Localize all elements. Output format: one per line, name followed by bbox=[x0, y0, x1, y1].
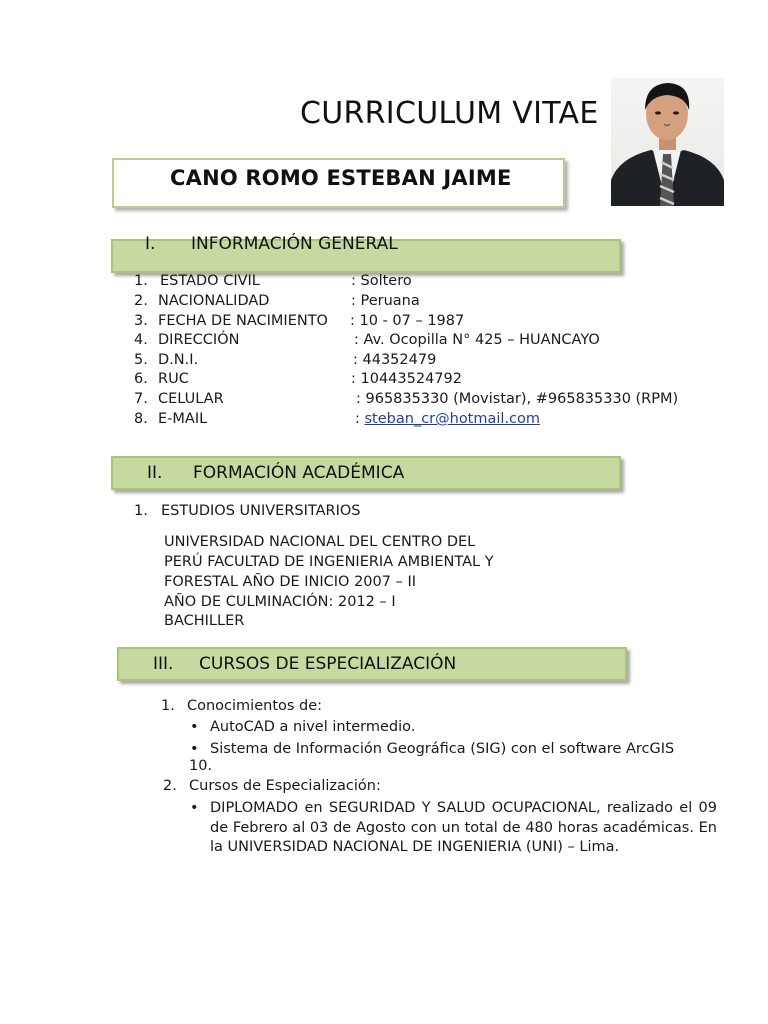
info-value: : 965835330 (Movistar), #965835330 (RPM) bbox=[356, 391, 679, 407]
info-label: ESTADO CIVIL bbox=[160, 273, 260, 289]
info-label: RUC bbox=[158, 371, 189, 387]
info-label: D.N.I. bbox=[158, 352, 199, 368]
education-line: FORESTAL AÑO DE INICIO 2007 – II bbox=[164, 574, 417, 590]
education-label: ESTUDIOS UNIVERSITARIOS bbox=[161, 503, 361, 519]
education-line: UNIVERSIDAD NACIONAL DEL CENTRO DEL bbox=[164, 534, 476, 550]
section-header-general-info bbox=[111, 234, 621, 273]
courses-label: Cursos de Especialización: bbox=[189, 778, 381, 794]
list-item-number: 1. bbox=[161, 698, 175, 714]
section-title: INFORMACIÓN GENERAL bbox=[191, 234, 398, 254]
list-item-number: 1. bbox=[134, 503, 148, 519]
list-item-number: 3. bbox=[134, 313, 148, 329]
info-label: DIRECCIÓN bbox=[158, 332, 240, 348]
education-line: BACHILLER bbox=[164, 613, 245, 629]
list-item-number: 2. bbox=[163, 778, 177, 794]
info-label: FECHA DE NACIMIENTO bbox=[158, 313, 328, 329]
section-number: I. bbox=[145, 234, 156, 254]
list-item: • Sistema de Información Geográfica (SIG) con el software ArcGIS bbox=[210, 741, 674, 757]
profile-photo-illustration bbox=[611, 78, 724, 206]
education-line: PERÚ FACULTAD DE INGENIERIA AMBIENTAL Y bbox=[164, 554, 494, 570]
education-line: AÑO DE CULMINACIÓN: 2012 – I bbox=[164, 594, 396, 610]
list-item-number: 8. bbox=[134, 411, 148, 427]
info-value: : 44352479 bbox=[353, 352, 437, 368]
info-value: : 10 - 07 – 1987 bbox=[350, 313, 465, 329]
info-value: : 10443524792 bbox=[351, 371, 462, 387]
info-value bbox=[355, 411, 540, 427]
list-item-number: 5. bbox=[134, 352, 148, 368]
section-number: III. bbox=[153, 654, 174, 674]
list-item-number: 6. bbox=[134, 371, 148, 387]
email-link[interactable]: steban_cr@hotmail.com bbox=[364, 411, 541, 427]
full-name: CANO ROMO ESTEBAN JAIME bbox=[170, 166, 512, 190]
info-label: E-MAIL bbox=[158, 411, 208, 427]
list-item-number: 2. bbox=[134, 293, 148, 309]
section-title: CURSOS DE ESPECIALIZACIÓN bbox=[199, 654, 457, 674]
courses-label: Conocimientos de: bbox=[187, 698, 323, 714]
info-value: : Peruana bbox=[351, 293, 420, 309]
profile-photo bbox=[611, 78, 724, 206]
info-label: NACIONALIDAD bbox=[158, 293, 270, 309]
list-item-number: 7. bbox=[134, 391, 148, 407]
section-title: FORMACIÓN ACADÉMICA bbox=[193, 463, 405, 483]
info-label: CELULAR bbox=[158, 391, 224, 407]
colon: : bbox=[355, 411, 360, 427]
list-item: • DIPLOMADO en SEGURIDAD Y SALUD OCUPACIONAL, realizado el 09 de Febrero al 03 de Agosto con un total de 480 horas académicas. En la UNIVERSIDAD NACIONAL DE INGENIERIA (UNI) – Lima. bbox=[210, 799, 717, 858]
name-box bbox=[112, 158, 565, 208]
list-item: • AutoCAD a nivel intermedio. bbox=[210, 719, 415, 735]
page-title: CURRICULUM VITAE bbox=[300, 96, 599, 131]
info-value: : Av. Ocopilla N° 425 – HUANCAYO bbox=[354, 332, 600, 348]
section-header-courses bbox=[117, 647, 627, 681]
list-item-continuation: 10. bbox=[189, 758, 213, 774]
section-header-education bbox=[111, 456, 621, 490]
list-item-number: 1. bbox=[134, 273, 148, 289]
section-number: II. bbox=[147, 463, 163, 483]
info-value: : Soltero bbox=[351, 273, 412, 289]
list-item-number: 4. bbox=[134, 332, 148, 348]
